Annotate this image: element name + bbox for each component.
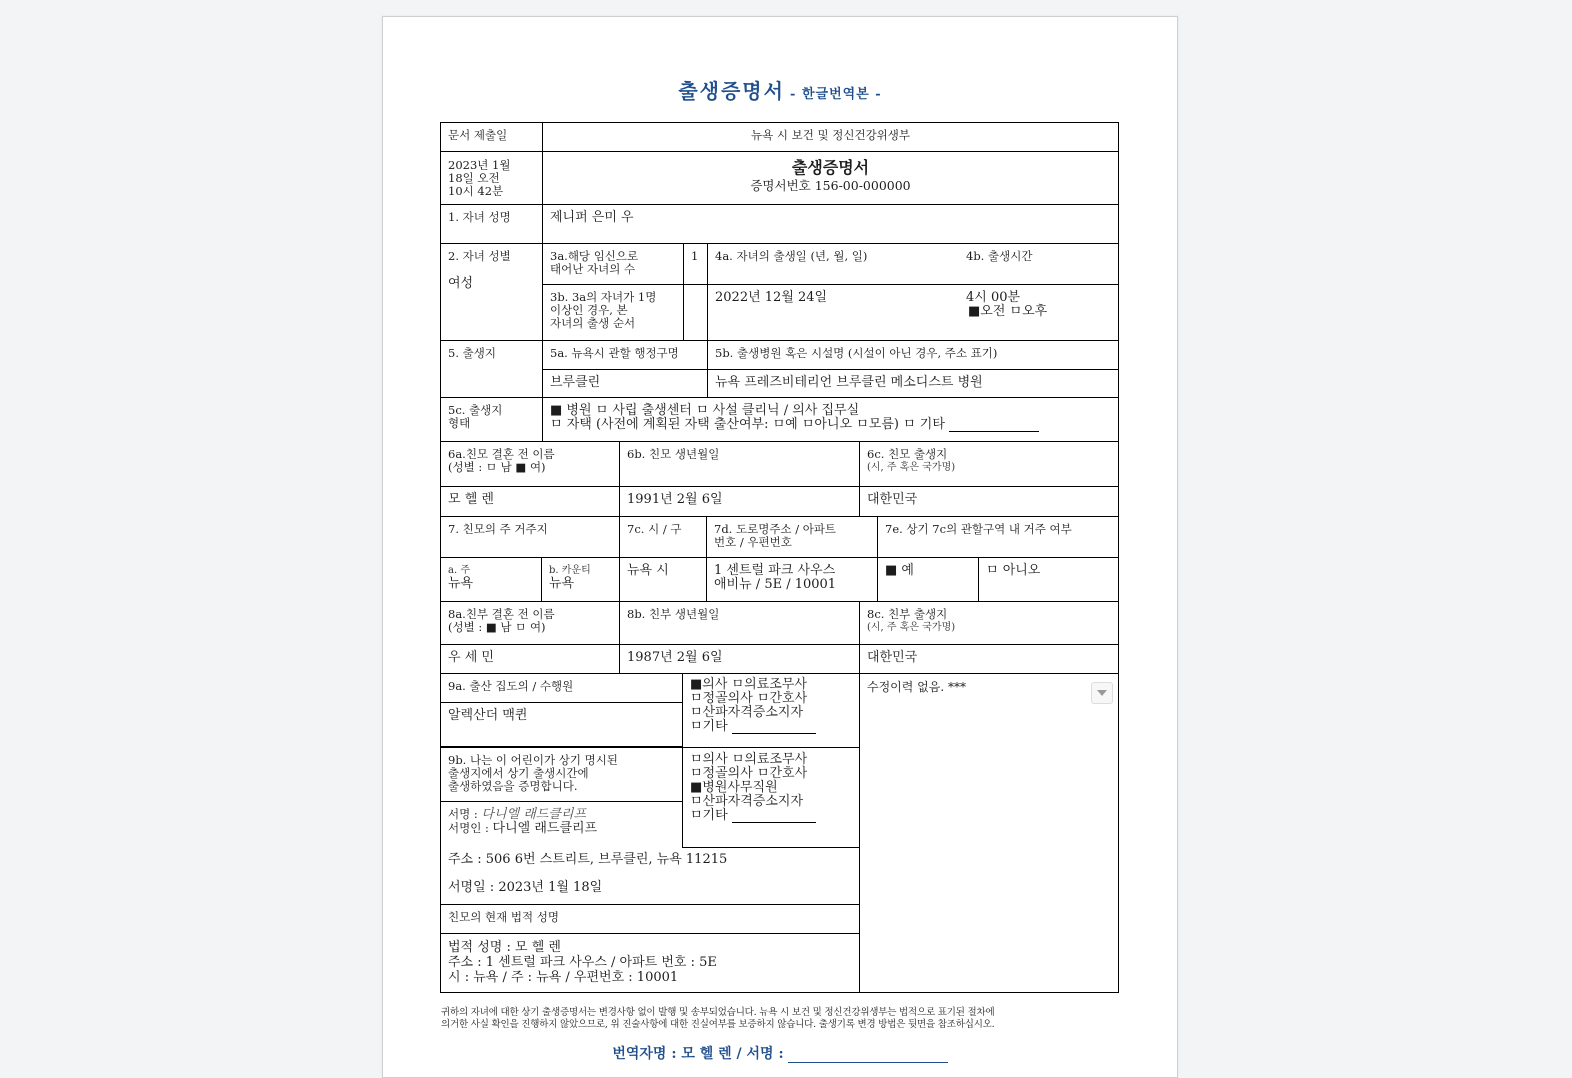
mother-sex: (성별 : ㅁ 남 ■ 여) <box>448 460 546 474</box>
certifier-option-text: ㅁ기타 <box>690 808 728 823</box>
mother-legal-details <box>440 933 860 993</box>
street-line: 애비뉴 / 5E / 10001 <box>714 577 837 592</box>
am-pm-checkbox: ■오전 ㅁ오후 <box>968 304 1048 319</box>
county-label: b. 카운티 <box>549 565 591 576</box>
mother-dob: 1991년 2월 6일 <box>619 486 860 517</box>
within-limits-label: 7e. 상기 7c의 관할구역 내 거주 여부 <box>877 516 1119 558</box>
sign-label: 서명 : <box>448 807 478 821</box>
residence-label: 7. 친모의 주 거주지 <box>440 516 620 558</box>
certifier-address: 주소 : 506 6번 스트리트, 브루클린, 뉴욕 11215 <box>440 847 860 876</box>
q3a-label <box>542 243 684 285</box>
signer-label: 서명인 : <box>448 821 489 835</box>
mother-legal-line: 주소 : 1 센트럴 파크 사우스 / 아파트 번호 : 5E <box>448 955 717 970</box>
mother-legal-label: 친모의 현재 법적 성명 <box>440 904 860 934</box>
state-label: a. 주 <box>448 565 470 576</box>
translator-text: 번역자명 : 모 헬 렌 / 서명 : <box>612 1046 784 1062</box>
q3b-label <box>542 284 684 341</box>
attendant-option: ■의사 ㅁ의료조무사 <box>690 677 807 692</box>
attendant-name: 알렉산더 맥퀸 <box>440 702 683 747</box>
certifier-statement <box>440 747 683 802</box>
translator-line <box>383 1043 1177 1063</box>
footer-note-line: 의거한 사실 확인을 진행하지 않았으므로, 위 진술사항에 대한 진실여부를 보증하지 않습니다. 출생기록 변경 방법은 뒷면을 참조하십시오. <box>441 1019 995 1030</box>
mother-birthplace-sub: (시, 주 혹은 국가명) <box>867 462 956 473</box>
mother-name-label <box>440 441 620 487</box>
document-page <box>382 16 1178 1078</box>
place-type-options <box>542 397 1119 442</box>
q3b-value <box>683 284 708 341</box>
street-label-line: 번호 / 우편번호 <box>714 535 792 549</box>
mother-birthplace-label-text: 6c. 친모 출생지 <box>867 447 948 461</box>
mother-name-label-text: 6a.친모 결혼 전 이름 <box>448 447 555 461</box>
translator-signature-blank <box>788 1062 948 1063</box>
birth-time-value: 4시 00분 <box>966 290 1021 305</box>
within-no: ㅁ 아니오 <box>978 557 1119 602</box>
father-sex: (성별 : ■ 남 ㅁ 여) <box>448 620 546 634</box>
q3b-line: 3b. 3a의 자녀가 1명 <box>550 290 657 304</box>
father-birthplace-label-text: 8c. 친부 출생지 <box>867 607 948 621</box>
attendant-other-blank <box>732 733 816 734</box>
signature-block <box>440 801 683 848</box>
place-type-line: ■ 병원 ㅁ 사립 출생센터 ㅁ 사설 클리닉 / 의사 집무실 <box>550 403 860 418</box>
certifier-line: 출생하였음을 증명합니다. <box>448 779 578 793</box>
certificate-header <box>542 151 1119 205</box>
q4a-label: 4a. 자녀의 출생일 (년, 월, 일) <box>715 249 868 263</box>
signer-name: 다니엘 래드클리프 <box>492 821 598 836</box>
street-label-line: 7d. 도로명주소 / 아파트 <box>714 522 837 536</box>
child-name: 제니퍼 은미 우 <box>542 204 1119 244</box>
county-cell <box>541 557 620 602</box>
certifier-date: 서명일 : 2023년 1월 18일 <box>440 875 860 905</box>
state-cell <box>440 557 542 602</box>
child-name-label: 1. 자녀 성명 <box>440 204 543 244</box>
mother-dob-label: 6b. 친모 생년월일 <box>619 441 860 487</box>
birth-date: 2022년 12월 24일 <box>715 290 828 305</box>
dropdown-icon[interactable] <box>1091 682 1113 704</box>
document-title <box>383 75 1177 104</box>
footer-note <box>441 1007 1121 1031</box>
hospital-label: 5b. 출생병원 혹은 시설명 (시설이 아닌 경우, 주소 표기) <box>707 340 1119 370</box>
q3b-line: 이상인 경우, 본 <box>550 303 628 317</box>
father-birthplace-sub: (시, 주 혹은 국가명) <box>867 622 956 633</box>
certifier-option: ■병원사무직원 <box>690 780 778 795</box>
certifier-other-blank <box>732 822 816 823</box>
signature: 다니엘 래드클리프 <box>481 807 587 822</box>
birth-time <box>966 291 1047 319</box>
amendments-box[interactable] <box>859 673 1119 993</box>
q3a-line: 태어난 자녀의 수 <box>550 262 636 276</box>
attendant-label: 9a. 출산 집도의 / 수행원 <box>440 673 683 703</box>
certifier-line: 출생지에서 상기 출생시간에 <box>448 766 589 780</box>
certifier-option: ㅁ산파자격증소지자 <box>690 794 804 809</box>
submitted-line: 2023년 1월 <box>448 158 511 172</box>
county-value: 뉴욕 <box>549 576 575 591</box>
mother-legal-line: 법적 성명 : 모 헬 렌 <box>448 940 561 955</box>
certifier-line: 9b. 나는 이 어린이가 상기 명시된 <box>448 753 618 767</box>
title-main: 출생증명서 <box>678 79 785 103</box>
borough-label: 5a. 뉴욕시 관할 행정구명 <box>542 340 708 370</box>
submitted-datetime <box>440 151 543 205</box>
place-label: 5. 출생지 <box>440 340 543 398</box>
place-type-line <box>550 418 1111 432</box>
sex-value: 여성 <box>448 276 474 291</box>
attendant-option-text: ㅁ기타 <box>690 719 728 734</box>
attendant-option: ㅁ정골의사 ㅁ간호사 <box>690 691 808 706</box>
city-label: 7c. 시 / 구 <box>619 516 707 558</box>
q3a-value: 1 <box>683 243 708 285</box>
place-type-label-line: 형태 <box>448 416 471 430</box>
street-value <box>706 557 878 602</box>
certifier-option <box>690 809 852 823</box>
other-blank <box>949 431 1039 432</box>
q4-labels <box>707 243 1119 285</box>
sex-cell <box>440 243 543 341</box>
q3b-line: 자녀의 출생 순서 <box>550 316 636 330</box>
mother-legal-line: 시 : 뉴욕 / 주 : 뉴욕 / 우편번호 : 10001 <box>448 970 679 985</box>
hospital-value: 뉴욕 프레즈비테리언 브루클린 메소디스트 병원 <box>707 369 1119 398</box>
father-birthplace: 대한민국 <box>859 644 1119 674</box>
attendant-options <box>682 673 860 748</box>
mother-birthplace: 대한민국 <box>859 486 1119 517</box>
mother-birthplace-label <box>859 441 1119 487</box>
footer-note-line: 귀하의 자녀에 대한 상기 출생증명서는 변경사항 없이 발행 및 송부되었습니다. 뉴욕 시 보건 및 정신건강위생부는 법적으로 표기된 절차에 <box>441 1007 995 1018</box>
place-type-label <box>440 397 543 442</box>
title-sub: - 한글번역본 - <box>790 87 882 102</box>
city-value: 뉴욕 시 <box>619 557 707 602</box>
father-name-label <box>440 601 620 645</box>
certificate-number: 증명서번호 156-00-000000 <box>750 178 911 193</box>
submitted-line: 10시 42분 <box>448 184 504 198</box>
amendments-text: 수정이력 없음. *** <box>867 680 966 694</box>
attendant-option <box>690 720 852 734</box>
place-type-label-line: 5c. 출생지 <box>448 403 503 417</box>
q4-values <box>707 284 1119 341</box>
sex-label: 2. 자녀 성별 <box>448 249 511 263</box>
certificate-title: 출생증명서 <box>791 158 870 177</box>
borough-value: 브루클린 <box>542 369 708 398</box>
mother-name: 모 헬 렌 <box>440 486 620 517</box>
certifier-option: ㅁ의사 ㅁ의료조무사 <box>690 752 808 767</box>
certifier-options <box>682 747 860 848</box>
attendant-option: ㅁ산파자격증소지자 <box>690 705 804 720</box>
submitted-label: 문서 제출일 <box>440 122 543 152</box>
street-line: 1 센트럴 파크 사우스 <box>714 563 836 578</box>
street-label <box>706 516 878 558</box>
place-type-line2-text: ㅁ 자택 (사전에 계획된 자택 출산여부: ㅁ예 ㅁ아니오 ㅁ모름) ㅁ 기타 <box>550 417 945 432</box>
certifier-option: ㅁ정골의사 ㅁ간호사 <box>690 766 808 781</box>
submitted-line: 18일 오전 <box>448 171 500 185</box>
father-dob: 1987년 2월 6일 <box>619 644 860 674</box>
q4b-label: 4b. 출생시간 <box>966 249 1033 263</box>
father-dob-label: 8b. 친부 생년월일 <box>619 601 860 645</box>
issuer: 뉴욕 시 보건 및 정신건강위생부 <box>542 122 1119 152</box>
q3a-line: 3a.해당 임신으로 <box>550 249 639 263</box>
state-value: 뉴욕 <box>448 576 474 591</box>
father-name-label-text: 8a.친부 결혼 전 이름 <box>448 607 555 621</box>
father-birthplace-label <box>859 601 1119 645</box>
father-name: 우 세 민 <box>440 644 620 674</box>
within-yes: ■ 예 <box>877 557 979 602</box>
